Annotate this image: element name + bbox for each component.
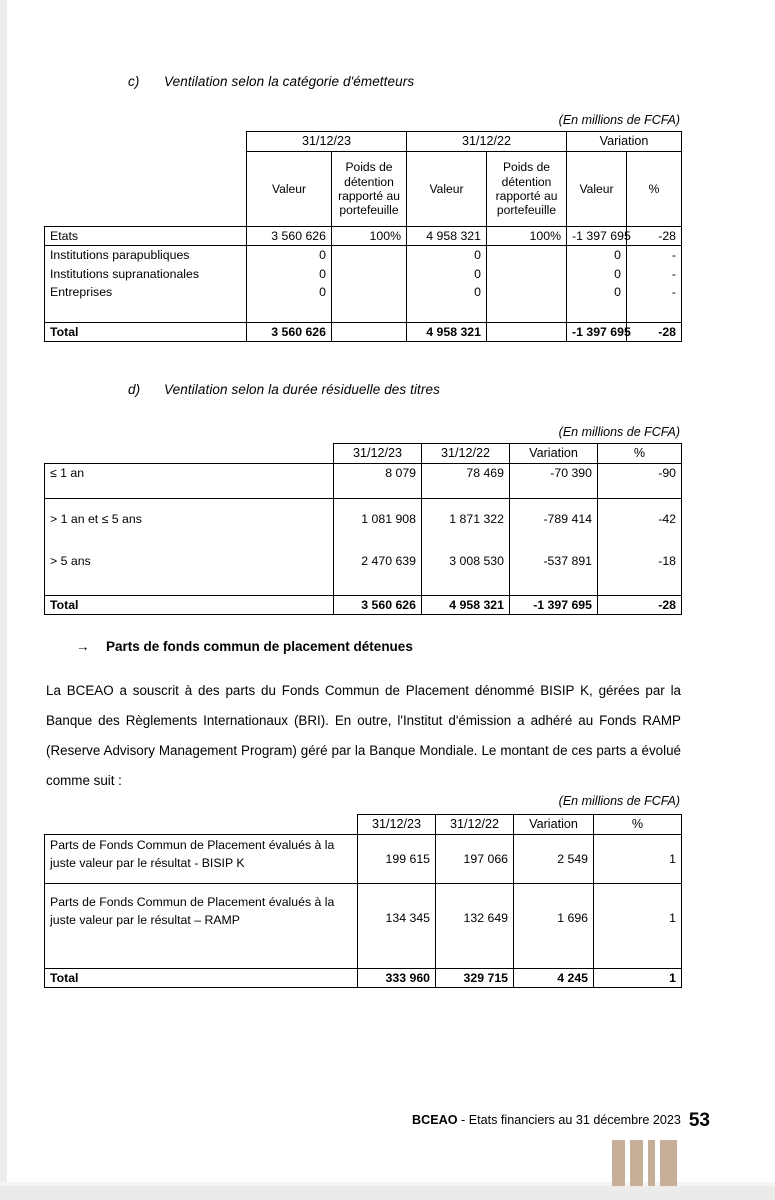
section-c-heading xyxy=(128,74,414,89)
cell-percent: - xyxy=(627,246,682,265)
header-31-12-23: 31/12/23 xyxy=(334,444,422,464)
total-valeur-23: 3 560 626 xyxy=(334,595,422,615)
table-duree-residuelle xyxy=(44,443,682,615)
cell-percent: - xyxy=(627,283,682,322)
cell-poids-23: 100% xyxy=(332,226,407,246)
cell-variation: -789 414 xyxy=(510,498,598,539)
fcp-heading-text: Parts de fonds commun de placement détenues xyxy=(106,639,413,654)
table-row xyxy=(45,265,682,284)
subheader-percent: % xyxy=(627,151,682,226)
cell-valeur-22: 0 xyxy=(407,246,487,265)
cell-variation: 0 xyxy=(567,283,627,322)
cell-poids-22 xyxy=(487,283,567,322)
total-poids-23 xyxy=(332,322,407,342)
total-valeur-22: 4 958 321 xyxy=(422,595,510,615)
table-row xyxy=(45,883,682,968)
table-header xyxy=(45,815,682,835)
header-group-31-12-23: 31/12/23 xyxy=(247,132,407,152)
table-body xyxy=(45,834,682,988)
row-label: Etats xyxy=(45,226,247,246)
footer-subtitle: - Etats financiers au 31 décembre 2023 xyxy=(457,1113,681,1127)
cell-poids-23 xyxy=(332,265,407,284)
section-fcp-units-note: (En millions de FCFA) xyxy=(558,794,680,808)
section-d-label: d) xyxy=(128,382,141,397)
total-label: Total xyxy=(45,968,358,988)
cell-variation: -537 891 xyxy=(510,539,598,596)
table-group-header-row xyxy=(45,132,682,152)
header-31-12-22: 31/12/22 xyxy=(436,815,514,835)
table-row xyxy=(45,463,682,498)
total-label: Total xyxy=(45,322,247,342)
page-footer xyxy=(412,1110,710,1132)
header-group-variation: Variation xyxy=(567,132,682,152)
total-percent: 1 xyxy=(594,968,682,988)
decoration-bar xyxy=(648,1140,655,1186)
table-ventilation-emetteurs xyxy=(44,131,682,342)
total-label: Total xyxy=(45,595,334,615)
header-percent: % xyxy=(594,815,682,835)
header-spacer-cell xyxy=(45,815,358,835)
cell-poids-22 xyxy=(487,246,567,265)
table-header-row xyxy=(45,815,682,835)
table-total-row xyxy=(45,322,682,342)
table-sub-header-row xyxy=(45,151,682,226)
cell-valeur-23: 0 xyxy=(247,246,332,265)
cell-valeur-22: 0 xyxy=(407,265,487,284)
total-valeur-23: 3 560 626 xyxy=(247,322,332,342)
header-31-12-22: 31/12/22 xyxy=(422,444,510,464)
cell-valeur-22: 197 066 xyxy=(436,834,514,883)
cell-variation: -1 397 695 xyxy=(567,226,627,246)
cell-poids-22: 100% xyxy=(487,226,567,246)
subheader-poids-22: Poids de détention rapporté au portefeuille xyxy=(487,151,567,226)
cell-percent: 1 xyxy=(594,834,682,883)
page-number: 53 xyxy=(688,1110,710,1131)
total-variation: -1 397 695 xyxy=(567,322,627,342)
cell-valeur-23: 3 560 626 xyxy=(247,226,332,246)
cell-percent: -42 xyxy=(598,498,682,539)
row-label: Institutions supranationales xyxy=(45,265,247,284)
section-c-label: c) xyxy=(128,74,140,89)
decoration-bar xyxy=(612,1140,625,1186)
header-group-31-12-22: 31/12/22 xyxy=(407,132,567,152)
total-valeur-22: 4 958 321 xyxy=(407,322,487,342)
section-d-heading xyxy=(128,382,440,397)
subheader-poids-23: Poids de détention rapporté au portefeuille xyxy=(332,151,407,226)
total-variation: -1 397 695 xyxy=(510,595,598,615)
cell-valeur-23: 0 xyxy=(247,283,332,322)
footer-decoration-bars xyxy=(612,1140,677,1186)
cell-variation: 0 xyxy=(567,265,627,284)
cell-valeur-23: 2 470 639 xyxy=(334,539,422,596)
cell-valeur-22: 1 871 322 xyxy=(422,498,510,539)
section-c-units-note: (En millions de FCFA) xyxy=(558,113,680,127)
cell-valeur-23: 134 345 xyxy=(358,883,436,968)
header-spacer-cell xyxy=(45,132,247,152)
cell-poids-23 xyxy=(332,283,407,322)
subheader-valeur-var: Valeur xyxy=(567,151,627,226)
cell-percent: -18 xyxy=(598,539,682,596)
table-row xyxy=(45,226,682,246)
table-total-row xyxy=(45,968,682,988)
total-poids-22 xyxy=(487,322,567,342)
cell-valeur-23: 0 xyxy=(247,265,332,284)
cell-variation: -70 390 xyxy=(510,463,598,498)
header-variation: Variation xyxy=(514,815,594,835)
cell-percent: -28 xyxy=(627,226,682,246)
cell-percent: 1 xyxy=(594,883,682,968)
row-label: Parts de Fonds Commun de Placement évalués à la juste valeur par le résultat – RAMP xyxy=(45,883,358,968)
cell-valeur-23: 199 615 xyxy=(358,834,436,883)
fcp-bullet-heading xyxy=(76,639,413,654)
header-spacer-cell xyxy=(45,444,334,464)
total-percent: -28 xyxy=(627,322,682,342)
table-row xyxy=(45,834,682,883)
cell-variation: 0 xyxy=(567,246,627,265)
section-c-title: Ventilation selon la catégorie d'émetteurs xyxy=(164,74,415,89)
row-label: > 5 ans xyxy=(45,539,334,596)
cell-valeur-22: 4 958 321 xyxy=(407,226,487,246)
row-label: > 1 an et ≤ 5 ans xyxy=(45,498,334,539)
cell-variation: 2 549 xyxy=(514,834,594,883)
row-label: Entreprises xyxy=(45,283,247,322)
cell-valeur-22: 78 469 xyxy=(422,463,510,498)
total-variation: 4 245 xyxy=(514,968,594,988)
row-label: Parts de Fonds Commun de Placement évalués à la juste valeur par le résultat - BISIP K xyxy=(45,834,358,883)
section-d-units-note: (En millions de FCFA) xyxy=(558,425,680,439)
subheader-spacer-cell xyxy=(45,151,247,226)
decoration-bar xyxy=(630,1140,643,1186)
subheader-valeur-23: Valeur xyxy=(247,151,332,226)
cell-valeur-23: 8 079 xyxy=(334,463,422,498)
header-variation: Variation xyxy=(510,444,598,464)
page-bottom-edge-shadow xyxy=(0,1186,775,1200)
total-valeur-23: 333 960 xyxy=(358,968,436,988)
footer-brand: BCEAO xyxy=(412,1113,458,1127)
cell-variation: 1 696 xyxy=(514,883,594,968)
decoration-bar xyxy=(660,1140,677,1186)
header-31-12-23: 31/12/23 xyxy=(358,815,436,835)
subheader-valeur-22: Valeur xyxy=(407,151,487,226)
row-label: ≤ 1 an xyxy=(45,463,334,498)
table-body xyxy=(45,226,682,342)
table-row xyxy=(45,539,682,596)
table-total-row xyxy=(45,595,682,615)
cell-poids-22 xyxy=(487,265,567,284)
total-valeur-22: 329 715 xyxy=(436,968,514,988)
table-header xyxy=(45,444,682,464)
table-parts-fonds-commun xyxy=(44,814,682,988)
section-d-title: Ventilation selon la durée résiduelle des titres xyxy=(164,382,440,397)
header-percent: % xyxy=(598,444,682,464)
arrow-right-icon: → xyxy=(76,639,90,654)
total-percent: -28 xyxy=(598,595,682,615)
fcp-paragraph: La BCEAO a souscrit à des parts du Fonds Commun de Placement dénommé BISIP K, gérées par la Banque des Règlements Internationaux (BRI). En outre, l'Institut d'émission a adhéré au Fonds RAMP (Reserve Advisory Management Program) géré par la Banque Mondiale. Le montant de ces parts a évolué comme suit : xyxy=(46,683,681,788)
table-row xyxy=(45,246,682,265)
cell-valeur-23: 1 081 908 xyxy=(334,498,422,539)
table-row xyxy=(45,283,682,322)
cell-valeur-22: 3 008 530 xyxy=(422,539,510,596)
table-body xyxy=(45,463,682,615)
page-left-edge-shadow xyxy=(0,0,7,1200)
cell-valeur-22: 0 xyxy=(407,283,487,322)
table-row xyxy=(45,498,682,539)
cell-percent: -90 xyxy=(598,463,682,498)
cell-poids-23 xyxy=(332,246,407,265)
cell-percent: - xyxy=(627,265,682,284)
cell-valeur-22: 132 649 xyxy=(436,883,514,968)
table-header xyxy=(45,132,682,227)
row-label: Institutions parapubliques xyxy=(45,246,247,265)
table-header-row xyxy=(45,444,682,464)
